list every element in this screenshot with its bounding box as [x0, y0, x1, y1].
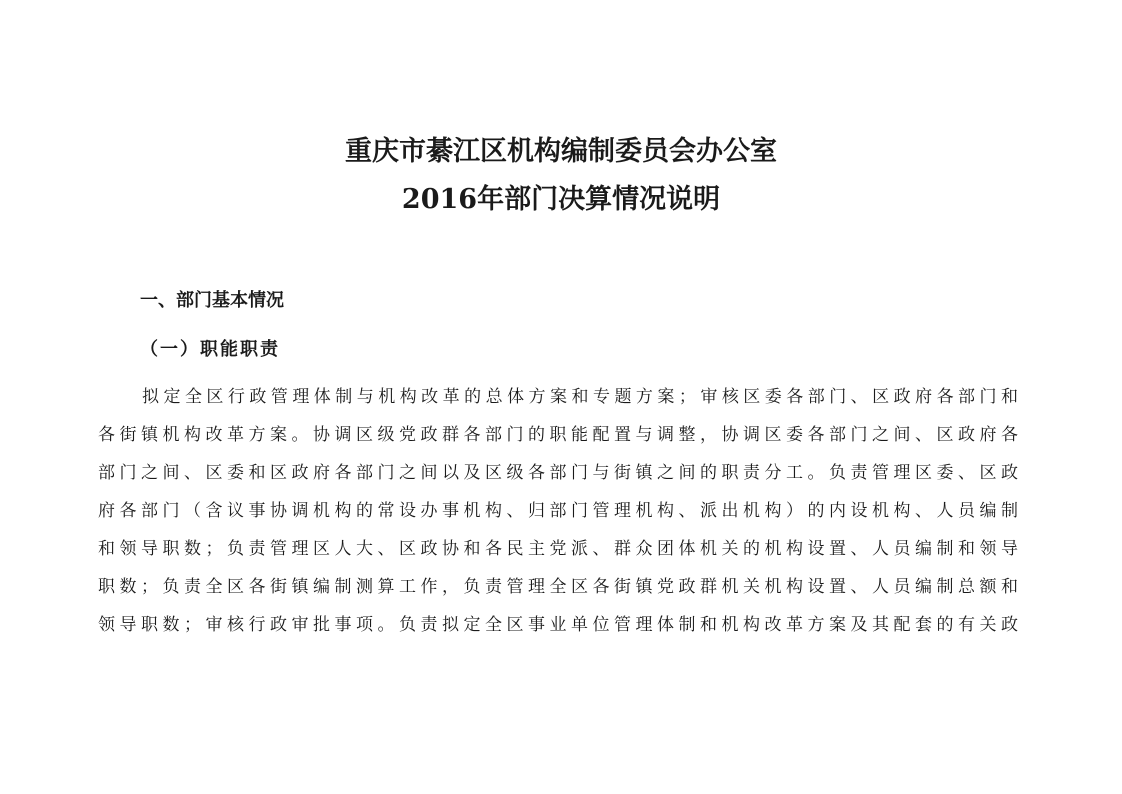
duties-paragraph	[98, 383, 1018, 649]
document-title-line2: 2016年部门决算情况说明	[401, 184, 721, 215]
paragraph-line: 府各部门（含议事协调机构的常设办事机构、归部门管理机构、派出机构）的内设机构、人员编制	[98, 501, 1018, 521]
subsection-heading-duties: （一）职能职责	[140, 339, 280, 360]
paragraph-line: 职数；负责全区各街镇编制测算工作，负责管理全区各街镇党政群机关机构设置、人员编制总额和	[98, 577, 1018, 597]
paragraph-line: 拟定全区行政管理体制与机构改革的总体方案和专题方案；审核区委各部门、区政府各部门和	[142, 387, 1018, 407]
section-heading-basic-info: 一、部门基本情况	[140, 290, 284, 311]
paragraph-line: 和领导职数；负责管理区人大、区政协和各民主党派、群众团体机关的机构设置、人员编制和领导	[98, 539, 1018, 559]
paragraph-line: 领导职数；审核行政审批事项。负责拟定全区事业单位管理体制和机构改革方案及其配套的有关政	[98, 615, 1018, 635]
document-title-line1: 重庆市綦江区机构编制委员会办公室	[345, 136, 777, 167]
paragraph-line: 各街镇机构改革方案。协调区级党政群各部门的职能配置与调整，协调区委各部门之间、区政府各	[98, 425, 1018, 445]
paragraph-line: 部门之间、区委和区政府各部门之间以及区级各部门与街镇之间的职责分工。负责管理区委、区政	[98, 463, 1018, 483]
